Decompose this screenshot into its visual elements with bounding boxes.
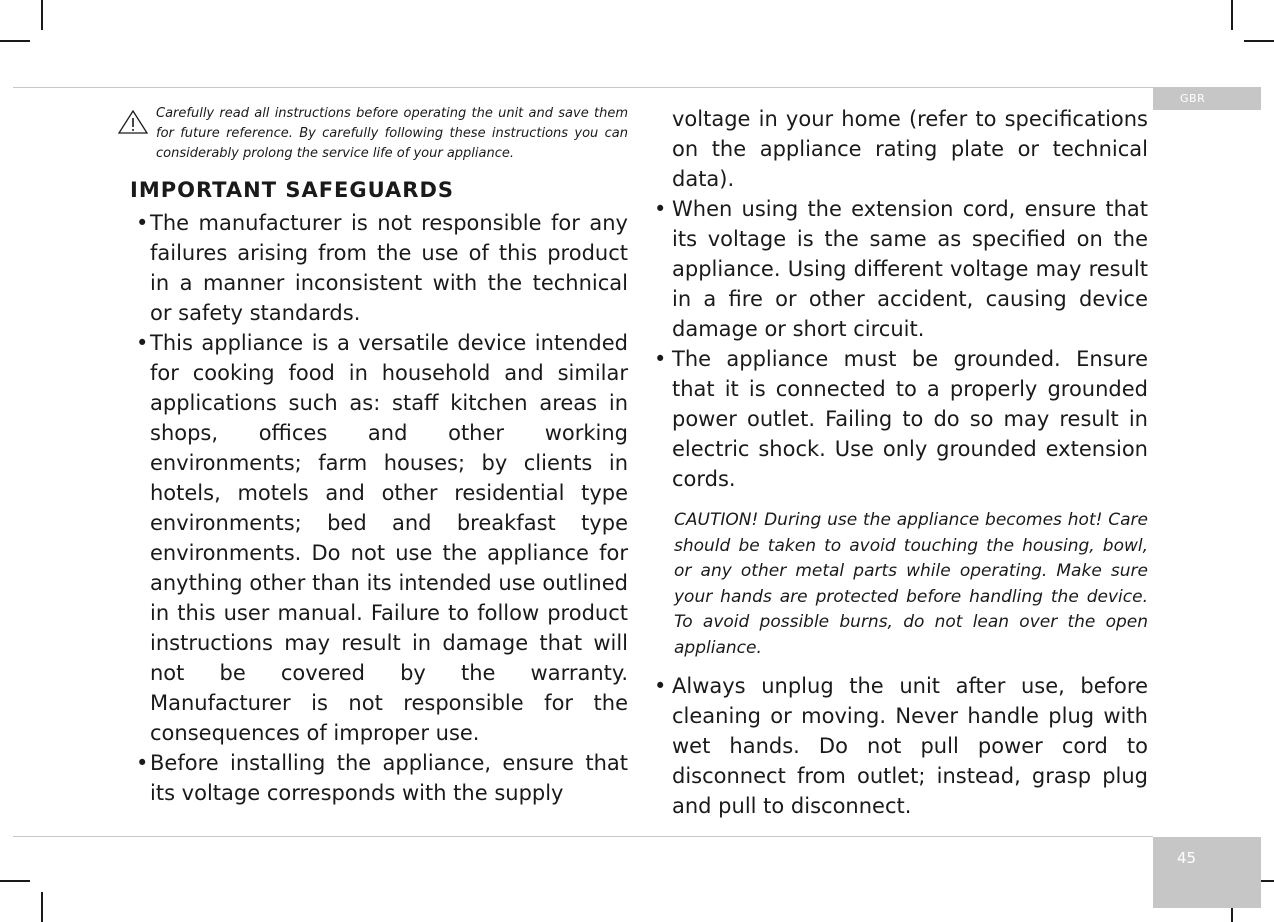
left-column — [108, 104, 628, 808]
list-item: • The manufacturer is not responsible for any failures arising from the use of this product in a manner inconsistent with the technical or safety standards. — [108, 208, 628, 328]
safeguards-list-right-after — [652, 671, 1148, 821]
crop-mark — [41, 892, 43, 922]
right-column — [652, 104, 1148, 821]
bottom-rule — [13, 836, 1153, 837]
warning-text: Carefully read all instructions before operating the unit and save them for future reference. By carefully following these instructions you can considerably prolong the service life of your appliance. — [156, 106, 628, 161]
crop-mark — [41, 0, 43, 30]
list-item: • Before installing the appliance, ensure that its voltage corresponds with the supply — [108, 748, 628, 808]
caution-note: CAUTION! During use the appliance becomes hot! Care should be taken to avoid touching the housing, bowl, or any other metal parts while operating. Make sure your hands are protected before handling the device. To avoid possible burns, do not lean over the open appliance. — [674, 510, 1148, 658]
safeguards-list-right — [652, 194, 1148, 494]
warning-triangle-icon — [118, 110, 148, 134]
crop-mark — [1231, 0, 1233, 30]
list-item: • The appliance must be grounded. Ensure that it is connected to a properly grounded power outlet. Failing to do so may result in electric shock. Use only grounded extension cords. — [652, 344, 1148, 494]
page-number: 45 — [1153, 837, 1261, 908]
list-item: • This appliance is a versatile device intended for cooking food in household and similar applications such as: staff kitchen areas in shops, offices and other working environments; farm houses; by clients in hotels, motels and other residential type environments; bed and breakfast type environments. Do not use the appliance for anything other than its intended use outlined in this user manual. Failure to follow product instructions may result in damage that will not be covered by the warranty. Manufacturer is not responsible for the consequences of improper use. — [108, 328, 628, 748]
bullet-icon: • — [654, 347, 667, 371]
bullet-icon: • — [136, 751, 149, 775]
crop-mark — [0, 880, 30, 882]
language-tab: GBR — [1153, 87, 1261, 110]
bullet-icon: • — [654, 674, 667, 698]
crop-mark — [1244, 40, 1274, 42]
bullet-icon: • — [654, 197, 667, 221]
section-heading: IMPORTANT SAFEGUARDS — [130, 178, 455, 202]
list-item: • When using the extension cord, ensure that its voltage is the same as specified on the appliance. Using different voltage may result in a fire or other accident, causing device damage or short circuit. — [652, 194, 1148, 344]
bullet-icon: • — [136, 331, 149, 355]
bullet-icon: • — [136, 211, 149, 235]
top-rule — [13, 87, 1153, 88]
warning-note — [108, 104, 628, 164]
safeguards-list-left — [108, 208, 628, 808]
list-item: • Always unplug the unit after use, before cleaning or moving. Never handle plug with wet hands. Do not pull power cord to disconnect from outlet; instead, grasp plug and pull to disconnect. — [652, 671, 1148, 821]
continued-text: voltage in your home (refer to specifications on the appliance rating plate or technical data). — [672, 107, 1148, 191]
crop-mark — [0, 40, 30, 42]
